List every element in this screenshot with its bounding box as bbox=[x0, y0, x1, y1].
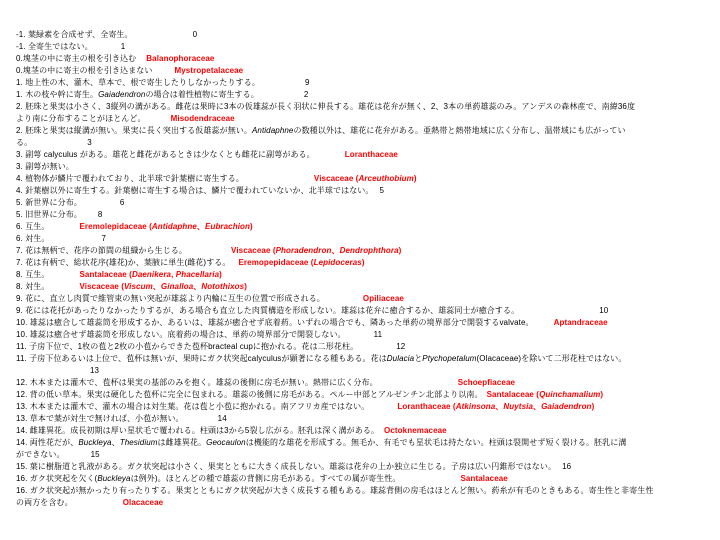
key-text: より南に分布することがほとんど。 bbox=[16, 114, 146, 123]
key-text: は例外)。ほとんどの種で雄蕊の背側に房毛がある。すべての属が寄生性。 bbox=[130, 474, 401, 483]
key-text: 3 bbox=[87, 138, 92, 147]
key-line bbox=[16, 173, 710, 185]
family-name: Dendrophthora bbox=[339, 246, 399, 255]
family-name: Nuytsia bbox=[503, 402, 533, 411]
family-name: Loranthaceae ( bbox=[397, 402, 456, 411]
family-name: 、 bbox=[193, 282, 202, 291]
tab-gap bbox=[32, 144, 87, 145]
family-name: Schoepfiaceae bbox=[457, 378, 516, 387]
family-name: 、 bbox=[533, 402, 542, 411]
family-name: , bbox=[171, 270, 176, 279]
key-text: の場合は着性植物に寄生する。 bbox=[145, 90, 259, 99]
key-text: 9 bbox=[304, 78, 310, 87]
key-text: 8. 互生。 bbox=[16, 270, 50, 279]
key-line bbox=[16, 245, 710, 257]
tab-gap bbox=[244, 180, 314, 181]
key-line bbox=[16, 497, 710, 509]
key-text: Antidaphne bbox=[252, 126, 294, 135]
tab-gap bbox=[146, 120, 171, 121]
family-name: Quinchamalium bbox=[539, 390, 601, 399]
key-text: 12. 木本または灌木で、苞杯は果実の基部のみを抱く。雄蕊の後側に房毛が無い。熱帯に広く分布。 bbox=[16, 378, 378, 387]
tab-gap bbox=[136, 60, 146, 61]
key-line bbox=[16, 53, 710, 65]
family-name: Eremolepidaceae ( bbox=[79, 222, 152, 231]
key-text: Ptychopetalum bbox=[422, 354, 477, 363]
tab-gap bbox=[358, 348, 396, 349]
tab-gap bbox=[369, 408, 397, 409]
key-text: 1 bbox=[120, 42, 126, 51]
key-line bbox=[16, 161, 710, 173]
family-name: Loranthaceae bbox=[344, 150, 398, 159]
family-name: ) bbox=[219, 270, 222, 279]
family-name: Gaiadendron bbox=[541, 402, 592, 411]
key-line bbox=[16, 149, 710, 161]
key-line bbox=[16, 77, 710, 89]
key-text: 5. 旧世界に分布。 bbox=[16, 210, 82, 219]
key-line bbox=[16, 137, 710, 149]
family-name: ) bbox=[591, 402, 595, 411]
family-name: ) bbox=[244, 282, 247, 291]
family-name: Phacellaria bbox=[175, 270, 220, 279]
key-text: 5. 新世界に分布。 bbox=[16, 198, 82, 207]
key-text: Gaiadendron bbox=[98, 90, 146, 99]
key-text: 10. 雄蕊は癒合して雄蕊筒を形成するか、あるいは、雄蕊が癒合せず底着葯。いずれの場合でも、隣あった単葯の境界部分で開裂するvalvate。 bbox=[16, 318, 534, 327]
key-line bbox=[16, 461, 710, 473]
key-text: 16. ガク状突起を欠く( bbox=[16, 474, 98, 483]
key-text: Geocaulon bbox=[206, 438, 246, 447]
key-text: 0 bbox=[192, 30, 198, 39]
key-text: 10 bbox=[599, 306, 609, 315]
family-name: Phoradendron bbox=[275, 246, 332, 255]
key-text: 0.塊茎の中に寄主の根を引き込む bbox=[16, 54, 137, 63]
key-text: ができない。 bbox=[16, 450, 65, 459]
family-name: Atkinsona bbox=[455, 402, 496, 411]
key-text: 14. 雌雄異花。成長初期は厚い星状毛で覆われる。柱頭は3から5裂し広がる。胚乳は深く溝がある。 bbox=[16, 426, 380, 435]
tab-gap bbox=[73, 504, 123, 505]
family-name: Balanophoraceae bbox=[146, 54, 215, 63]
key-line bbox=[16, 185, 710, 197]
key-line bbox=[16, 401, 710, 413]
family-name: Daenikera bbox=[131, 270, 172, 279]
key-line bbox=[16, 125, 710, 137]
key-text: 5 bbox=[379, 186, 385, 195]
key-line bbox=[16, 269, 710, 281]
key-text: 11. 子房下位で、1枚の苞と2枚の小苞からできた苞杯bracteal cupに抱かれる。花は二形花柱。 bbox=[16, 342, 359, 351]
key-text: Buckleya bbox=[78, 438, 112, 447]
key-text: Dulacia bbox=[386, 354, 415, 363]
key-text: 7. 花は無柄で、花序の節間の組織から生じる。 bbox=[16, 246, 188, 255]
tab-gap bbox=[16, 372, 90, 373]
key-text: の両方を含む。 bbox=[16, 498, 73, 507]
key-line bbox=[16, 473, 710, 485]
key-line bbox=[16, 341, 710, 353]
key-text: 14 bbox=[217, 414, 227, 423]
family-name: 、 bbox=[196, 222, 206, 231]
key-line bbox=[16, 389, 710, 401]
tab-gap bbox=[82, 216, 98, 217]
key-text: 3. 副萼が無い。 bbox=[16, 162, 74, 171]
key-line bbox=[16, 197, 710, 209]
key-text: 4. 植物体が鱗片で覆われており、北半球で針葉樹に寄生する。 bbox=[16, 174, 244, 183]
key-text: と bbox=[414, 354, 423, 363]
key-text: 0.塊茎の中に寄主の根を引き込まない bbox=[16, 66, 153, 75]
key-text: 2. 胚珠と果実は縦溝が無い。果実に長く突出する仮雄蕊が無い。 bbox=[16, 126, 252, 135]
key-line bbox=[16, 257, 710, 269]
key-text: -1. 全寄生ではない。 bbox=[16, 42, 93, 51]
key-text: 14. 両性花だが、 bbox=[16, 438, 79, 447]
key-line bbox=[16, 221, 710, 233]
family-name: ) bbox=[600, 390, 604, 399]
key-line bbox=[16, 365, 710, 377]
family-name: Aptandraceae bbox=[553, 318, 608, 327]
family-name: ) bbox=[250, 222, 253, 231]
key-text: 2. 胚珠と果実は小さく、3縦列の溝がある。雌花は果時に3本の仮雄蕊が長く羽状に伸長する。雄花は花弁が無く、2、3本の単葯雄蕊のみ。アンデスの森林産で、南緯36度 bbox=[16, 102, 636, 111]
key-text: 1. 木の枝や幹に寄生。 bbox=[16, 90, 99, 99]
family-name: Santalaceae bbox=[460, 474, 508, 483]
family-name: 、 bbox=[495, 402, 504, 411]
key-line bbox=[16, 293, 710, 305]
key-text: 11 bbox=[373, 330, 383, 339]
family-name: ) bbox=[398, 246, 402, 255]
key-line bbox=[16, 317, 710, 329]
key-text: の数種以外は、雄花に花弁がある。亜熱帯と熱帯地域に広く分布し、温帯域にも広がってい bbox=[293, 126, 626, 135]
key-line bbox=[16, 437, 710, 449]
key-text: 15 bbox=[90, 450, 100, 459]
key-line bbox=[16, 281, 710, 293]
key-lines bbox=[16, 29, 710, 509]
tab-gap bbox=[65, 456, 91, 457]
key-line bbox=[16, 101, 710, 113]
key-text: (Olacaceae)を除いて二形花柱ではない。 bbox=[476, 354, 627, 363]
key-text: 2 bbox=[303, 90, 309, 99]
key-line bbox=[16, 65, 710, 77]
tab-gap bbox=[400, 480, 460, 481]
key-line bbox=[16, 233, 710, 245]
tab-gap bbox=[133, 36, 193, 37]
tab-gap bbox=[378, 384, 458, 385]
key-text: Buckleya bbox=[97, 474, 131, 483]
tab-gap bbox=[50, 228, 80, 229]
key-line bbox=[16, 41, 710, 53]
key-text: 6 bbox=[119, 198, 125, 207]
tab-gap bbox=[50, 276, 80, 277]
key-text: 11. 子房下位あるいは上位で、苞杯は無いが、果時にガク状突起calyculusが顕著になる種もある。花は bbox=[16, 354, 387, 363]
key-text: 16 bbox=[562, 462, 572, 471]
key-text: 7 bbox=[101, 234, 107, 243]
family-name: Viscaceae ( bbox=[231, 246, 276, 255]
key-text: 12 bbox=[396, 342, 406, 351]
key-text: る。 bbox=[16, 138, 33, 147]
family-name: Ginalloa bbox=[160, 282, 194, 291]
key-line bbox=[16, 413, 710, 425]
tab-gap bbox=[231, 264, 239, 265]
key-text: 、 bbox=[111, 438, 120, 447]
key-text: 8 bbox=[97, 210, 103, 219]
family-name: Olacaceae bbox=[122, 498, 164, 507]
key-line bbox=[16, 329, 710, 341]
key-text: -1. 葉緑素を合成せず、全寄生。 bbox=[16, 30, 133, 39]
key-line bbox=[16, 353, 710, 365]
key-line bbox=[16, 29, 710, 41]
key-text: 10. 雄蕊は癒合せず雄蕊筒を形成しない。底着葯の場合は、単葯の境界部分で開裂しない。 bbox=[16, 330, 346, 339]
key-line bbox=[16, 305, 710, 317]
family-name: Lepidoceras bbox=[313, 258, 362, 267]
key-text: 13. 草本で葉が対生で無ければ、小苞が無い。 bbox=[16, 414, 184, 423]
key-text: 6. 互生。 bbox=[16, 222, 50, 231]
tab-gap bbox=[50, 288, 80, 289]
tab-gap bbox=[50, 240, 102, 241]
family-name: ) bbox=[413, 174, 417, 183]
key-text: 1. 地上性の木、灌木、草本で、根で寄生したりしなかったりする。 bbox=[16, 78, 260, 87]
tab-gap bbox=[519, 312, 599, 313]
key-text: 13. 木本または灌木で、灌木の場合は対生葉。花は苞と小苞に抱かれる。南アフリカ産ではない。 bbox=[16, 402, 370, 411]
key-line bbox=[16, 485, 710, 497]
tab-gap bbox=[534, 324, 554, 325]
family-name: Octoknemaceae bbox=[384, 426, 447, 435]
key-line bbox=[16, 425, 710, 437]
tab-gap bbox=[93, 48, 121, 49]
key-text: は機能的な雄花を形成する。無毛か、有毛でも星状毛は持たない。柱頭は裂開せず短く裂ける。胚乳に溝 bbox=[245, 438, 627, 447]
key-text: 13 bbox=[90, 366, 100, 375]
tab-gap bbox=[315, 156, 345, 157]
key-text: は雌雄異花。 bbox=[157, 438, 207, 447]
key-text: 15. 葉に樹脂道と乳液がある。ガク状突起は小さく、果実とともに大きく成長しない。雄蕊は花弁の上か独立に生じる。子房は広い円錐形ではない。 bbox=[16, 462, 557, 471]
key-text: 8. 対生。 bbox=[16, 282, 50, 291]
key-line bbox=[16, 113, 710, 125]
tab-gap bbox=[259, 96, 304, 97]
family-name: Eubrachion bbox=[205, 222, 251, 231]
tab-gap bbox=[325, 300, 363, 301]
key-text: 3. 副萼 calyculus がある。雄花と雌花があるときは少なくとも雌花に副萼がある。 bbox=[16, 150, 315, 159]
family-name: 、 bbox=[152, 282, 161, 291]
tab-gap bbox=[260, 84, 305, 85]
family-name: Mystropetalaceae bbox=[174, 66, 244, 75]
key-line bbox=[16, 377, 710, 389]
key-text: 6. 対生。 bbox=[16, 234, 50, 243]
family-name: Notothixos bbox=[201, 282, 245, 291]
key-text: 9. 花には花托があったりなかったりするが、ある場合も直立した肉質構造を形成しない。雄蕊は花弁に癒合するか、雄蕊同士が癒合する。 bbox=[16, 306, 520, 315]
family-name: ) bbox=[361, 258, 365, 267]
family-name: 、 bbox=[331, 246, 340, 255]
family-name: Santalaceae ( bbox=[79, 270, 132, 279]
tab-gap bbox=[346, 336, 374, 337]
tab-gap bbox=[152, 72, 174, 73]
family-name: Antidaphne bbox=[151, 222, 197, 231]
tab-gap bbox=[82, 204, 120, 205]
family-name: Opiliaceae bbox=[362, 294, 404, 303]
family-name: Eremopepidaceae ( bbox=[238, 258, 314, 267]
key-text: 12. 背の低い草本。果実は硬化した苞杯に完全に包まれる。雄蕊の後側に房毛がある。ペルー中部とアルゼンチン北部より以南。 bbox=[16, 390, 483, 399]
family-name: Arceuthobium bbox=[358, 174, 414, 183]
key-text: 9. 花に、直立し肉質で維管束の無い突起が雄蕊より内輪に互生の位置で形成される。 bbox=[16, 294, 325, 303]
family-name: Misodendraceae bbox=[170, 114, 235, 123]
key-text: 4. 針葉樹以外に寄生する。針葉樹に寄生する場合は、鱗片で覆われていないか、北半球ではない。 bbox=[16, 186, 374, 195]
family-name: Viscaceae ( bbox=[79, 282, 125, 291]
key-line bbox=[16, 449, 710, 461]
family-name: Santalaceae ( bbox=[486, 390, 540, 399]
key-line bbox=[16, 89, 710, 101]
tab-gap bbox=[184, 420, 218, 421]
key-text: 7. 花は有柄で、総状花序(雄花)か、葉腋に単生(雌花)する。 bbox=[16, 258, 231, 267]
family-name: Viscum bbox=[124, 282, 153, 291]
key-line bbox=[16, 209, 710, 221]
family-name: Viscaceae ( bbox=[313, 174, 359, 183]
tab-gap bbox=[187, 252, 231, 253]
key-text: 16. ガク状突起が無かったり有ったりする。果実とともにガク状突起が大きく成長する種もある。雄蕊背側の房毛はほとんど無い。葯糸が有毛のときもある。寄生性と非寄生性 bbox=[16, 486, 654, 495]
key-text: Thesidium bbox=[119, 438, 158, 447]
